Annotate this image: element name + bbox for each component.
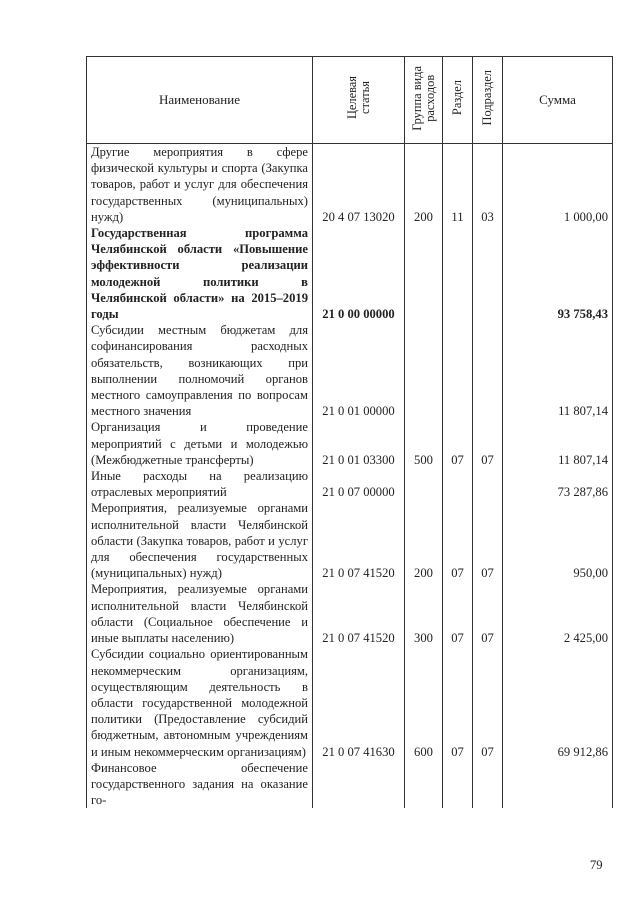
row-name: Другие мероприятия в сфере физической культуры и спорта (Закупка товаров, работ и услуг для обеспечения государственных (муниципальных) нужд) xyxy=(87,144,313,226)
header-group-cell xyxy=(405,57,443,144)
header-section-cell xyxy=(443,57,473,144)
row-expense-group xyxy=(405,760,443,809)
row-sum: 93 758,43 xyxy=(503,225,613,322)
row-section xyxy=(443,225,473,322)
row-name: Мероприятия, реализуемые органами исполнительной власти Челябинской области (Социальное обеспечение и иные выплаты населению) xyxy=(87,581,313,646)
row-sum: 73 287,86 xyxy=(503,468,613,500)
header-subsection-cell xyxy=(473,57,503,144)
row-name: Иные расходы на реализацию отраслевых мероприятий xyxy=(87,468,313,500)
row-section xyxy=(443,468,473,500)
row-section: 07 xyxy=(443,581,473,646)
table-row xyxy=(87,646,613,759)
row-subsection xyxy=(473,760,503,809)
row-sum: 69 912,86 xyxy=(503,646,613,759)
row-sum: 950,00 xyxy=(503,500,613,581)
row-expense-group: 200 xyxy=(405,500,443,581)
row-subsection: 07 xyxy=(473,646,503,759)
row-expense-group: 300 xyxy=(405,581,443,646)
row-section: 11 xyxy=(443,144,473,226)
row-expense-group xyxy=(405,225,443,322)
row-subsection xyxy=(473,468,503,500)
header-group: Группа вида расходов xyxy=(409,65,437,131)
row-subsection: 03 xyxy=(473,144,503,226)
header-section: Раздел xyxy=(450,80,464,116)
row-sum: 11 807,14 xyxy=(503,322,613,419)
table-row xyxy=(87,419,613,468)
row-target-code: 21 0 07 41520 xyxy=(313,500,405,581)
row-sum xyxy=(503,760,613,809)
table-row xyxy=(87,500,613,581)
header-subsection: Подраздел xyxy=(480,70,494,126)
table-row xyxy=(87,760,613,809)
table-row xyxy=(87,322,613,419)
row-target-code: 21 0 07 41520 xyxy=(313,581,405,646)
budget-table xyxy=(86,56,613,808)
row-section: 07 xyxy=(443,646,473,759)
table-header-row xyxy=(87,57,613,144)
row-target-code: 21 0 01 00000 xyxy=(313,322,405,419)
row-sum: 1 000,00 xyxy=(503,144,613,226)
row-subsection xyxy=(473,225,503,322)
row-name: Организация и проведение мероприятий с детьми и молодежью (Межбюджетные трансферты) xyxy=(87,419,313,468)
row-subsection xyxy=(473,322,503,419)
row-target-code: 20 4 07 13020 xyxy=(313,144,405,226)
row-sum: 11 807,14 xyxy=(503,419,613,468)
table-row xyxy=(87,468,613,500)
row-subsection: 07 xyxy=(473,581,503,646)
row-expense-group: 600 xyxy=(405,646,443,759)
row-name: Мероприятия, реализуемые органами исполнительной власти Челябинской области (Закупка товаров, работ и услуг для обеспечения государственных (муниципальных) нужд) xyxy=(87,500,313,581)
row-target-code: 21 0 00 00000 xyxy=(313,225,405,322)
header-code-cell xyxy=(313,57,405,144)
row-subsection: 07 xyxy=(473,419,503,468)
row-expense-group: 200 xyxy=(405,144,443,226)
header-code: Целевая статья xyxy=(344,76,372,120)
row-target-code: 21 0 07 41630 xyxy=(313,646,405,759)
row-name: Субсидии местным бюджетам для софинансирования расходных обязательств, возникающих при выполнении полномочий органов местного самоуправления по вопросам местного значения xyxy=(87,322,313,419)
row-section xyxy=(443,322,473,419)
row-target-code: 21 0 01 03300 xyxy=(313,419,405,468)
row-name: Финансовое обеспечение государственного задания на оказание го- xyxy=(87,760,313,809)
header-name: Наименование xyxy=(87,57,313,144)
row-target-code xyxy=(313,760,405,809)
row-section: 07 xyxy=(443,500,473,581)
row-section: 07 xyxy=(443,419,473,468)
row-name: Субсидии социально ориентированным некоммерческим организациям, осуществляющим деятельность в области государственной молодежной политики (Предоставление субсидий бюджетным, автономным учреждениям и иным некоммерческим организациям) xyxy=(87,646,313,759)
row-target-code: 21 0 07 00000 xyxy=(313,468,405,500)
table-row xyxy=(87,581,613,646)
header-sum: Сумма xyxy=(503,57,613,144)
row-expense-group xyxy=(405,468,443,500)
row-expense-group: 500 xyxy=(405,419,443,468)
table-row xyxy=(87,144,613,226)
page-number: 79 xyxy=(590,858,603,872)
row-name: Государственная программа Челябинской области «Повышение эффективности реализации молодежной политики в Челябинской области» на 2015–2019 годы xyxy=(87,225,313,322)
table-row xyxy=(87,225,613,322)
row-sum: 2 425,00 xyxy=(503,581,613,646)
row-section xyxy=(443,760,473,809)
row-subsection: 07 xyxy=(473,500,503,581)
row-expense-group xyxy=(405,322,443,419)
